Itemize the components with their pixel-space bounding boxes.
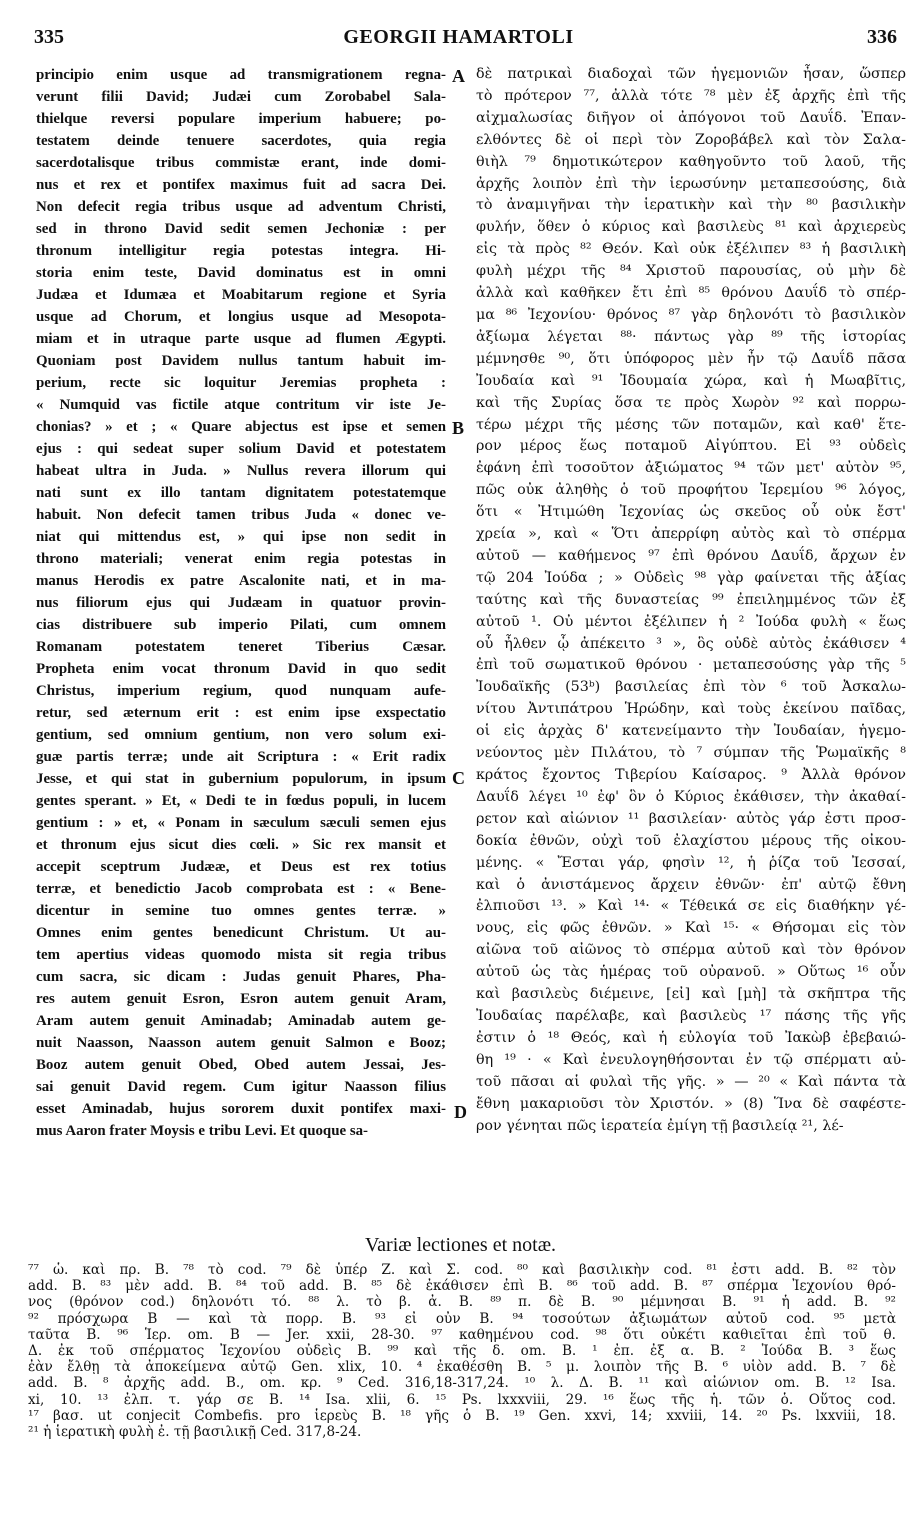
greek-text-line: δοκία ἐθνῶν, οὐχὶ τοῦ ἐλαχίστου μέρους τῆς οἰκου- bbox=[476, 832, 906, 849]
greek-text-line: τὸ πρότερον ⁷⁷, ἀλλὰ τότε ⁷⁸ μὲν ἐξ ἀρχῆς ἐπὶ τῆς bbox=[476, 87, 906, 104]
note-line: ¹⁷ βασ. ut conjecit Combefis. pro ἱερεὺς B. ¹⁸ γῆς ὁ B. ¹⁹ Gen. xxvi, 14; xxviii, 14. ²⁰ Ps. lxxviii, 18. bbox=[28, 1407, 896, 1424]
running-title: GEORGII HAMARTOLI bbox=[343, 26, 574, 48]
greek-text-line: καὶ βασιλεὺς διέμεινε, [εἰ] καὶ [μὴ] τὰ σκῆπτρα τῆς bbox=[476, 986, 906, 1003]
latin-text-line: throno materiali; venerat enim regia potestas in bbox=[36, 551, 446, 567]
latin-text-line: gentium : » et, « Ponam in sæculum sæculi semen ejus bbox=[36, 815, 446, 831]
latin-text-line: cum sacra, sic dicam : Judas genuit Phares, Pha- bbox=[36, 969, 446, 985]
greek-text-line: νίτου Ἀντιπάτρου Ἡρώδην, καὶ τοὺς ἐκείνου παῖδας, bbox=[476, 701, 906, 718]
latin-text-line: Omnes enim gentes benedicunt Christum. Ut au- bbox=[36, 925, 446, 941]
greek-text-line: μένης. « Ἔσται γάρ, φησὶν ¹², ἡ ῥίζα τοῦ Ἰεσσαί, bbox=[476, 854, 906, 871]
greek-text-line: ταύτης καὶ τῆς δυναστείας ⁹⁹ ἐπειλημμένος τῶν ἐξ bbox=[476, 591, 906, 608]
greek-text-line: φυλήν, ὅθεν ὁ κύριος καὶ βασιλεὺς ⁸¹ καὶ ἀρχιερεὺς bbox=[476, 219, 906, 236]
greek-text-line: κράτος ἔχοντος Τιβερίου Καίσαρος. ⁹ Ἀλλὰ θρόνον bbox=[476, 767, 906, 783]
greek-text-line: φυλὴ μέχρι τῆς ⁸⁴ Χριστοῦ παρουσίας, οὐ μὴν δὲ bbox=[476, 263, 906, 280]
greek-text-line: ἔθνη μακαριοῦσι τὸν Χριστόν. » (8) Ἵνα δὲ σαφέστε- bbox=[476, 1095, 906, 1112]
latin-text-line: gentes sperant. » Et, « Dedi te in fœdus populi, in lucem bbox=[36, 793, 446, 809]
latin-text-line: verunt filii David; Judæi cum Zorobabel Sala- bbox=[36, 89, 446, 105]
greek-text-line: οἱ εἰς ἀρχὰς δ' κατενείμαντο τὴν Ἰουδαίαν, ἡγεμο- bbox=[476, 723, 906, 740]
latin-column bbox=[36, 64, 446, 1230]
latin-text-line: perium, recte sic loquitur Jeremias propheta : bbox=[36, 375, 446, 391]
critical-apparatus bbox=[28, 1262, 896, 1440]
page-number-left: 335 bbox=[34, 26, 64, 48]
latin-text-line: nuit Naasson, Naasson autem genuit Salmon e Booz; bbox=[36, 1035, 446, 1051]
latin-text-line: habuit. Non defecit tamen tribus Juda « donec ve- bbox=[36, 507, 446, 523]
greek-text-line: αἰχμαλωσίας διῆγον οἱ ἀπόγονοι τοῦ Δαυΐδ. Ἐπαν- bbox=[476, 109, 906, 126]
greek-text-line: Ἰουδαία καὶ ⁹¹ Ἰδουμαία χώρα, καὶ ἡ Μωαβῖτις, bbox=[476, 372, 906, 389]
greek-text-line: μέμνησθε ⁹⁰, ὅτι ὑπόφορος μὲν ἦν τῷ Δαυΐδ πᾶσα bbox=[476, 350, 906, 367]
latin-text-line: ejus : qui sedeat super solium David et potestatem bbox=[36, 441, 446, 457]
greek-text-line: ἀλλὰ καὶ καθῆκεν ἔτι ἐπὶ ⁸⁵ θρόνου Δαυΐδ τὸ σπέρ- bbox=[476, 285, 906, 302]
latin-text-line: Propheta enim vocat thronum David in quo sedit bbox=[36, 661, 446, 677]
latin-text-line: Christus, imperium regium, quod nunquam aufe- bbox=[36, 683, 446, 699]
latin-text-line: nus filiorum ejus qui Judæam in quatuor provin- bbox=[36, 595, 446, 611]
latin-text-line: sed in throno David sedit semen Jechoniæ : per bbox=[36, 221, 446, 237]
greek-text-line: ἀξίωμα λέγεται ⁸⁸· πάντως γὰρ ⁸⁹ τῆς ἱστορίας bbox=[476, 328, 906, 345]
note-line: Δ. ἐκ τοῦ σπέρματος Ἰεχονίου οὐδεὶς B. ⁹⁹ καὶ τῆς δ. om. B. ¹ ἐπ. ἐξ α. B. ² Ἰούδα B. ³ ἕως bbox=[28, 1343, 896, 1360]
latin-text-line: Jesse, et qui stat in gubernium populorum, in ipsum bbox=[36, 771, 446, 787]
latin-text-line: guæ partis terræ; unde ait Scriptura : « Erit radix bbox=[36, 749, 446, 765]
latin-text-line: chonias? » et ; « Quare abjectus est ipse et semen bbox=[36, 419, 446, 435]
latin-text-line: « Numquid vas fictile atque contritum vir iste Je- bbox=[36, 397, 446, 413]
notes-heading: Variæ lectiones et notæ. bbox=[364, 1234, 557, 1256]
latin-text-line: sai genuit David regem. Cum igitur Naasson filius bbox=[36, 1079, 446, 1095]
note-line: ⁷⁷ ὡ. καὶ πρ. B. ⁷⁸ τὸ cod. ⁷⁹ δὲ ὑπέρ Ζ. καὶ Σ. cod. ⁸⁰ καὶ βασιλικὴν cod. ⁸¹ ἐστι add. B. ⁸² τὸν bbox=[28, 1262, 896, 1278]
greek-text-line: ρετον καὶ αἰώνιον ¹¹ βασιλείαν· αὐτὸς γάρ ἐστι προσ- bbox=[476, 810, 906, 827]
latin-text-line: storia enim teste, David dominatus est in omni bbox=[36, 265, 446, 281]
greek-text-line: Ἰουδαίας παρέλαβε, καὶ βασιλεὺς ¹⁷ πάσης τῆς γῆς bbox=[476, 1007, 906, 1024]
note-line: ⁹² πρόσχωρα B — καὶ τὰ πορρ. B. ⁹³ εἰ οὖν B. ⁹⁴ τοσούτων ἀξιωμάτων αὐτοῦ cod. ⁹⁵ μετὰ bbox=[28, 1310, 896, 1327]
greek-text-line: αἰῶνα τοῦ αἰῶνος τὸ σπέρμα αὐτοῦ καὶ τὸν θρόνον bbox=[476, 942, 906, 959]
greek-text-line: νους, εἰς φῶς ἐθνῶν. » Καὶ ¹⁵· « Θήσομαι εἰς τὸν bbox=[476, 920, 906, 937]
latin-text-line: retur, sed æternum erit : est enim ipse exspectatio bbox=[36, 705, 446, 721]
latin-text-line: thielque reversi populare imperium habuere; po- bbox=[36, 111, 446, 127]
latin-text-line: thronum intelligitur regia potestas integra. Hi- bbox=[36, 243, 446, 259]
latin-text-line: tem apertius videas quomodo mista sit regia tribus bbox=[36, 947, 446, 963]
greek-text-line: θιὴλ ⁷⁹ δημοτικώτερον καθηγοῦντο τοῦ λαοῦ, τῆς bbox=[476, 153, 906, 170]
greek-text-line: ρον γένηται πῶς ἱερατεία ἐμίγη τῇ βασιλείᾳ ²¹, λέ- bbox=[476, 1117, 844, 1134]
greek-text-line: ὅτι « Ἠτιμώθη Ἰεχονίας ὡς σκεῦος οὗ οὐκ ἔστ' bbox=[476, 504, 906, 521]
greek-column bbox=[476, 64, 906, 1230]
greek-text-line: Ἰουδαϊκῆς (53ᵇ) βασιλείας ἐπὶ τὸν ⁶ τοῦ Ἀσκαλω- bbox=[476, 679, 906, 696]
latin-text-line: nati sunt ex illo tantam dignitatem potestatemque bbox=[36, 485, 446, 501]
greek-text-line: ρον μέρος ἕως ποταμοῦ Αἰγύπτου. Εἰ ⁹³ οὐδεὶς bbox=[476, 438, 906, 455]
note-line: ²¹ ἡ ἱερατικὴ φυλὴ ἐ. τῇ βασιλικῇ Ced. 317,8-24. bbox=[28, 1424, 362, 1441]
greek-text-line: αὐτοῦ — καθήμενος ⁹⁷ ἐπὶ θρόνου Δαυΐδ, ἄρχων ἐν bbox=[476, 547, 906, 564]
page-header bbox=[20, 14, 897, 48]
greek-text-line: ελθόντες δὲ οἱ περὶ τὸν Ζοροβάβελ καὶ τὸν Σαλα- bbox=[476, 131, 906, 148]
greek-text-line: δὲ πατρικαὶ διαδοχαὶ τῶν ἡγεμονιῶν ἦσαν, ὥσπερ bbox=[476, 66, 906, 82]
latin-text-line: usque ad Chorum, et longius usque ad Mesopota- bbox=[36, 309, 446, 325]
greek-text-line: οὗ ἦλθεν ᾧ ἀπέκειτο ³ », ὃς οὐδὲ αὐτὸς ἐκάθισεν ⁴ bbox=[476, 635, 906, 652]
greek-text-line: νεύοντος μὲν Πιλάτου, τὸ ⁷ σύμπαν τῆς Ῥωμαϊκῆς ⁸ bbox=[476, 745, 906, 762]
note-line: ταῦτα B. ⁹⁶ Ἱερ. om. B — Jer. xxii, 28-30. ⁹⁷ καθημένου cod. ⁹⁸ ὅτι οὐκέτι καθιεῖται ἐπὶ τοῦ θ. bbox=[28, 1326, 896, 1343]
latin-text-line: nus et rex et pontifex maximus fuit ad sacra Dei. bbox=[36, 177, 446, 193]
note-line: xi, 10. ¹³ ἐλπ. τ. γάρ σε B. ¹⁴ Isa. xlii, 6. ¹⁵ Ps. lxxxviii, 29. ¹⁶ ἕως τῆς ἡ. τῶν ὁ. Οὕτος cod. bbox=[28, 1391, 896, 1408]
greek-text-line: τῷ 204 Ἰούδα ; » Οὐδεὶς ⁹⁸ γὰρ φαίνεται τῆς ἀξίας bbox=[476, 569, 906, 586]
note-line: add. B. ⁸ ἀρχῆς add. B., om. κρ. ⁹ Ced. 316,18-317,24. ¹⁰ λ. Δ. B. ¹¹ καὶ αἰώνιον om. B. ¹² Isa. bbox=[28, 1375, 896, 1392]
latin-text-line: Romanam potestatem teneret Tiberius Cæsar. bbox=[36, 639, 446, 655]
greek-text-line: εἰς τὰ πρὸς ⁸² Θεόν. Καὶ οὐκ ἐξέλιπεν ⁸³ ἡ βασιλικὴ bbox=[476, 241, 906, 258]
note-line: νος (θρόνον cod.) δηλονότι τό. ⁸⁸ λ. τὸ β. ἀ. B. ⁸⁹ π. δὲ B. ⁹⁰ μέμνησαι B. ⁹¹ ἡ add. B. ⁹² bbox=[28, 1294, 896, 1311]
greek-text-line: τέρω μέχρι τῆς μέσης τῶν ποταμῶν, καὶ καθ' ἕτε- bbox=[476, 416, 906, 433]
greek-text-line: μα ⁸⁶ Ἰεχονίου· θρόνος ⁸⁷ γὰρ δηλονότι τὸ βασιλικὸν bbox=[476, 306, 906, 323]
latin-text-line: principio enim usque ad transmigrationem regna- bbox=[36, 67, 446, 83]
greek-text-line: ἀρχῆς λοιπὸν ἐπὶ τὴν ἱερωσύνην μεταπεσούσης, διὰ bbox=[476, 175, 906, 192]
greek-text-line: χρεία », καὶ « Ὅτι ἀπερρίφη αὐτὸς καὶ τὸ σπέρμα bbox=[476, 526, 906, 543]
latin-text-line: Judæa et Idumæa et Moabitarum regione et Syria bbox=[36, 287, 446, 303]
latin-text-line: et thronum ejus sicut dies cœli. » Sic rex mansit et bbox=[36, 837, 446, 853]
latin-text-line: dicentur in semine tuo omnes gentes terræ. » bbox=[36, 903, 446, 919]
section-marker-c: C bbox=[452, 768, 465, 788]
section-marker-a: A bbox=[452, 66, 465, 86]
latin-text-line: niat qui mittendus est, » qui ipse non sedit in bbox=[36, 529, 446, 545]
latin-text-line: mus Aaron frater Moysis e tribu Levi. Et quoque sa- bbox=[36, 1123, 369, 1139]
latin-text-line: accepit sceptrum Judææ, et Deus est rex totius bbox=[36, 859, 446, 875]
latin-text-line: cias distribuere sub imperio Pilati, cum omnem bbox=[36, 617, 446, 633]
greek-text-line: καὶ τῆς Συρίας ὅσα τε πρὸς Χωρὸν ⁹² καὶ πορρω- bbox=[476, 394, 906, 411]
greek-text-line: τοῦ πᾶσαι αἱ φυλαὶ τῆς γῆς. » — ²⁰ « Καὶ πάντα τὰ bbox=[476, 1073, 906, 1090]
latin-text-line: Booz autem genuit Obed, Obed autem Jessai, Jes- bbox=[36, 1057, 446, 1073]
latin-text-line: miam et in utraque parte usque ad flumen Ægypti. bbox=[36, 331, 446, 347]
latin-text-line: habeat ultra in Juda. » Nullus revera illorum qui bbox=[36, 463, 446, 479]
latin-text-line: Quoniam post Davidem nullus tantum habuit im- bbox=[36, 353, 446, 369]
latin-text-line: esset Aminadab, hujus sororem duxit pontifex maxi- bbox=[36, 1101, 446, 1117]
greek-text-line: ἐφάνη ἐπὶ τοσοῦτον ἀξιώματος ⁹⁴ τῶν μετ' αὐτὸν ⁹⁵, bbox=[476, 460, 906, 477]
page-number-right: 336 bbox=[867, 26, 897, 48]
latin-text-line: gentium, sed omnium gentium, non vero solum exi- bbox=[36, 727, 446, 743]
greek-text-line: ἐπὶ τοῦ σωματικοῦ θρόνου · μεταπεσούσης γὰρ τῆς ⁵ bbox=[476, 657, 906, 674]
greek-text-line: Δαυΐδ λέγει ¹⁰ ἐφ' ὃν ὁ Κύριος ἐκάθισεν, τὴν ἀκαθαί- bbox=[476, 788, 906, 805]
note-line: ἐὰν ἔλθῃ τὰ ἀποκείμενα αὐτῷ Gen. xlix, 10. ⁴ ἐκαθέσθη B. ⁵ μ. λοιπὸν τῆς B. ⁶ υἱὸν add. B. ⁷ δὲ bbox=[28, 1359, 896, 1376]
section-marker-b: B bbox=[452, 418, 465, 438]
greek-text-line: αὐτοῦ ὡς τὰς ἡμέρας τοῦ οὐρανοῦ. » Οὕτως ¹⁶ οὖν bbox=[476, 964, 906, 981]
note-line: add. B. ⁸³ μὲν add. B. ⁸⁴ τοῦ add. B. ⁸⁵ δὲ ἐκάθισεν ἐπὶ B. ⁸⁶ τοῦ add. B. ⁸⁷ σπέρμα Ἰεχονίου θρό- bbox=[28, 1278, 896, 1295]
greek-text-line: πῶς οὐκ ἀληθὴς ὁ τοῦ προφήτου Ἰερεμίου ⁹⁶ λόγος, bbox=[476, 482, 906, 499]
greek-text-line: καὶ ὁ ἀνιστάμενος ἄρχειν ἐθνῶν· ἐπ' αὐτῷ ἔθνη bbox=[476, 876, 906, 893]
latin-text-line: testatem deinde tenuere sacerdotes, quia regia bbox=[36, 133, 446, 149]
latin-text-line: res autem genuit Esron, Esron autem genuit Aram, bbox=[36, 991, 446, 1007]
greek-text-line: ἐστιν ὁ ¹⁸ Θεός, καὶ ἡ εὐλογία τοῦ Ἰακὼβ ἐβεβαιώ- bbox=[476, 1029, 906, 1046]
greek-text-line: ἐλπιοῦσι ¹³. » Καὶ ¹⁴· « Τέθεικά σε εἰς διαθήκην γέ- bbox=[476, 898, 906, 915]
latin-text-line: sacerdotalisque tribus commistæ erant, inde domi- bbox=[36, 155, 446, 171]
greek-text-line: αὐτοῦ ¹. Οὐ μέντοι ἐξέλιπεν ἡ ² Ἰούδα φυλὴ « ἕως bbox=[476, 613, 906, 630]
section-marker-d: D bbox=[454, 1102, 467, 1122]
latin-text-line: Aram autem genuit Aminadab; Aminadab autem ge- bbox=[36, 1013, 446, 1029]
latin-text-line: manus Herodis ex patre Ascalonite nati, et in ma- bbox=[36, 573, 446, 589]
greek-text-line: τὸ ἀναμιγῆναι τὴν ἱερατικὴν καὶ τὴν ⁸⁰ βασιλικὴν bbox=[476, 197, 906, 214]
latin-text-line: Non defecit regia tribus usque ad adventum Christi, bbox=[36, 199, 446, 215]
latin-text-line: terræ, et benedictio Jacob comprobata est : « Bene- bbox=[36, 881, 446, 897]
greek-text-line: θη ¹⁹ · « Καὶ ἐνευλογηθήσονται ἐν τῷ σπέρματι αὐ- bbox=[476, 1051, 906, 1068]
